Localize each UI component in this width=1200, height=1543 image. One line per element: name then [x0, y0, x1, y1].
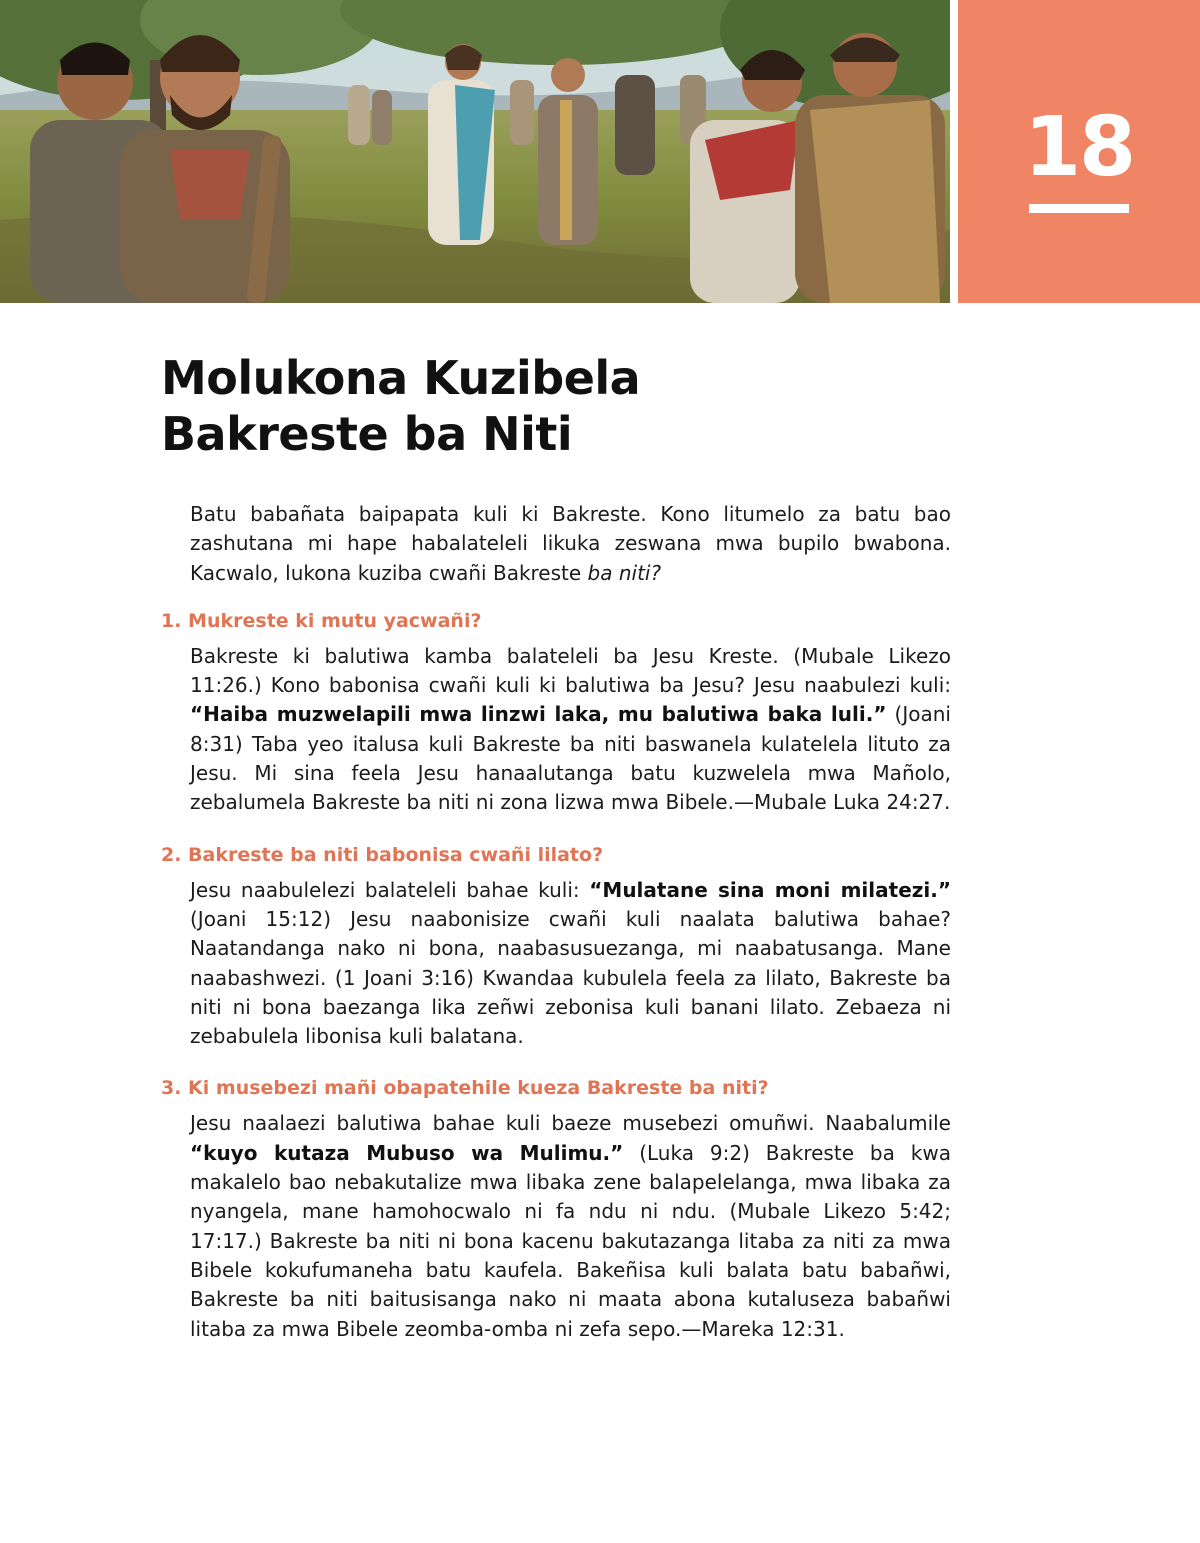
answer-paragraph	[190, 1109, 951, 1343]
chapter-number: 18	[1023, 100, 1135, 195]
intro-emphasis: ba niti?	[587, 560, 662, 585]
scripture-quote: “Haiba muzwelapili mwa linzwi laka, mu balutiwa baka luli.”	[190, 702, 887, 727]
answer-text: (Joani 8:31) Taba yeo italusa kuli Bakreste ba niti baswanela kulatelela lituto za Jesu. Mi sina feela Jesu hanaalutanga batu kuzwelela mwa Mañolo, zebalumela Bakreste ba niti ni zona lizwa mwa Bibele.—Mubale Luka 24:27.	[190, 702, 951, 815]
intro-text: Batu babañata baipapata kuli ki Bakreste. Kono litumelo za batu bao zashutana mi hape habalateleli likuka zeswana mwa bupilo bwabona. Kacwalo, lukona kuziba cwañi Bakreste	[190, 502, 951, 585]
answer-text: Bakreste ki balutiwa kamba balateleli ba Jesu Kreste. (Mubale Likezo 11:26.) Kono babonisa cwañi kuli ki balutiwa ba Jesu? Jesu naabulezi kuli:	[190, 643, 951, 698]
header-photo	[0, 0, 950, 303]
answer-paragraph	[190, 876, 951, 1052]
lesson-title	[161, 350, 640, 462]
header-illustration	[0, 0, 950, 303]
answer-text: Jesu naalaezi balutiwa bahae kuli baeze musebezi omuñwi. Naabalumile	[190, 1111, 951, 1136]
answer-text: Jesu naabulelezi balateleli bahae kuli:	[190, 877, 590, 902]
chapter-badge	[958, 0, 1200, 303]
chapter-underline	[1029, 204, 1129, 213]
question-heading: 2. Bakreste ba niti babonisa cwañi lilato?	[161, 843, 604, 866]
scripture-quote: “kuyo kutaza Mubuso wa Mulimu.”	[190, 1140, 624, 1165]
lesson-title-line-1: Molukona Kuzibela	[161, 351, 641, 405]
intro-paragraph	[190, 500, 951, 588]
scripture-quote: “Mulatane sina moni milatezi.”	[589, 877, 951, 902]
answer-text: (Joani 15:12) Jesu naabonisize cwañi kuli naalata balutiwa bahae? Naatandanga nako ni bona, naabasusuezanga, mi naabatusanga. Mane naabashwezi. (1 Joani 3:16) Kwandaa kubulela feela za lilato, Bakreste ba niti ni bona baezanga lika zeñwi zebonisa kuli banani lilato. Zebaeza ni zebabulela libonisa kuli balatana.	[190, 906, 951, 1049]
answer-text: (Luka 9:2) Bakreste ba kwa makalelo bao nebakutalize mwa libaka zene balapelelanga, mwa libaka za nyangela, mane hamohocwalo ni fa ndu ni ndu. (Mubale Likezo 5:42; 17:17.) Bakreste ba niti ni bona kacenu bakutazanga litaba za niti za mwa Bibele kokufumaneha batu kaufela. Bakeñisa kuli balata batu babañwi, Bakreste ba niti baitusisanga nako ni maata abona kutaluseza babañwi litaba za mwa Bibele zeomba-omba ni zefa sepo.—Mareka 12:31.	[190, 1140, 951, 1341]
answer-paragraph	[190, 642, 951, 818]
question-heading: 3. Ki musebezi mañi obapatehile kueza Bakreste ba niti?	[161, 1077, 769, 1100]
question-heading: 1. Mukreste ki mutu yacwañi?	[161, 609, 482, 632]
lesson-body	[161, 500, 951, 1344]
lesson-title-line-2: Bakreste ba Niti	[161, 407, 573, 461]
